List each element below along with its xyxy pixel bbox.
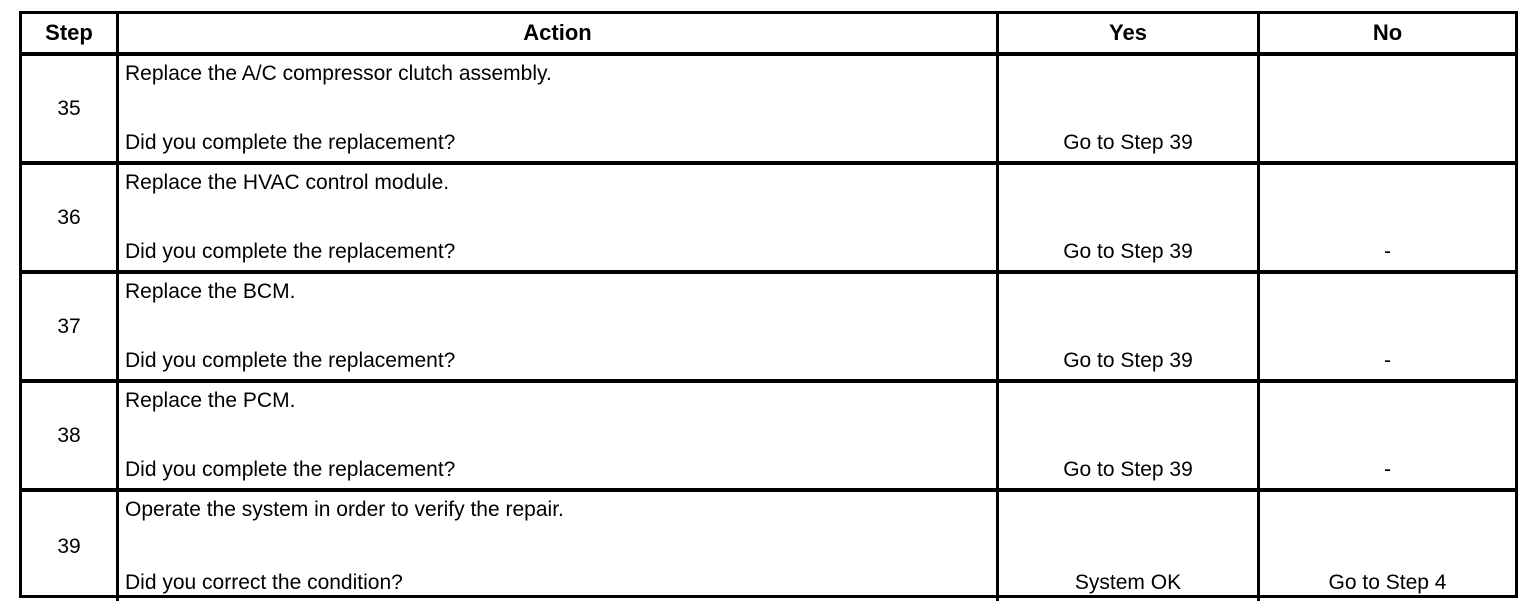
header-step: Step [22,14,119,52]
no-result: Go to Step 4 [1328,571,1447,594]
action-question: Did you complete the replacement? [125,240,456,263]
no-cell [1260,56,1515,161]
action-question: Did you complete the replacement? [125,131,456,154]
action-cell [119,56,999,161]
action-question: Did you complete the replacement? [125,458,456,481]
step-number: 38 [22,383,119,488]
action-question: Did you complete the replacement? [125,349,456,372]
action-question: Did you correct the condition? [125,571,403,594]
step-number: 39 [22,492,119,601]
action-cell [119,274,999,379]
step-number: 36 [22,165,119,270]
yes-result: Go to Step 39 [1063,240,1193,263]
table-row [22,492,1515,601]
no-cell [1260,492,1515,601]
diagnostic-table [19,11,1518,598]
action-cell [119,383,999,488]
action-text: Replace the PCM. [125,389,296,412]
action-text: Replace the HVAC control module. [125,171,450,194]
no-result: - [1384,458,1391,481]
table-row [22,274,1515,383]
table-row [22,165,1515,274]
yes-result: System OK [1074,571,1182,594]
action-text: Operate the system in order to verify the repair. [125,498,564,521]
no-result: - [1384,240,1391,263]
action-text: Replace the A/C compressor clutch assembly. [125,62,552,85]
yes-cell [999,274,1260,379]
table-header-row [22,14,1515,56]
step-number: 35 [22,56,119,161]
no-cell [1260,165,1515,270]
step-number: 37 [22,274,119,379]
yes-cell [999,56,1260,161]
no-cell [1260,383,1515,488]
yes-cell [999,165,1260,270]
table-row [22,56,1515,165]
yes-result: Go to Step 39 [1063,131,1193,154]
header-no: No [1372,20,1403,45]
no-cell [1260,274,1515,379]
yes-result: Go to Step 39 [1063,349,1193,372]
action-text: Replace the BCM. [125,280,296,303]
action-cell [119,492,999,601]
table-row [22,383,1515,492]
action-cell [119,165,999,270]
no-result: - [1384,349,1391,372]
yes-cell [999,492,1260,601]
yes-result: Go to Step 39 [1063,458,1193,481]
yes-cell [999,383,1260,488]
header-action: Action [119,14,999,52]
header-yes: Yes [999,14,1260,52]
